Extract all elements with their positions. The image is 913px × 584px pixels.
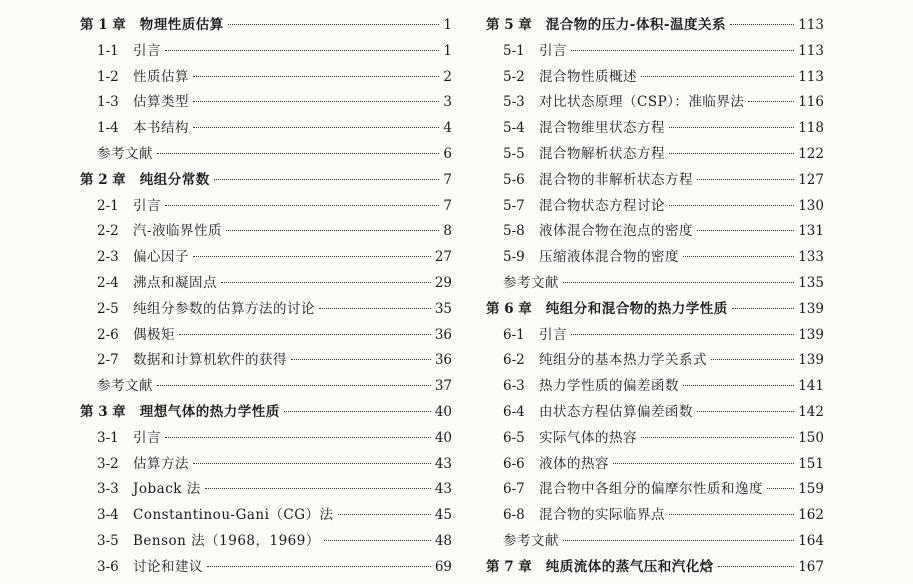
section-title: 混合物性质概述 [539,68,637,85]
dot-leader [165,205,439,206]
page-number: 43 [434,455,452,472]
section-number: 6-2 [503,352,525,369]
page-number: 113 [798,42,824,59]
section-number: 5-5 [503,145,525,162]
section-title: 对比状态原理（CSP）：准临界法 [539,94,745,111]
dot-leader [157,153,439,154]
page-number: 6 [443,145,452,162]
toc-section-entry [80,503,452,529]
section-title: 偏心因子 [133,249,189,266]
dot-leader [683,256,794,257]
section-number: 6-5 [503,429,525,446]
chapter-title: 物理性质估算 [139,17,224,33]
dot-leader [697,230,794,231]
section-number: 3-3 [97,481,119,498]
dot-leader [613,463,794,464]
section-title: 纯组分参数的估算方法的讨论 [133,300,315,317]
page-number: 37 [434,378,452,395]
page-number: 118 [798,120,824,137]
toc-section-entry [80,116,452,142]
dot-leader [207,566,431,567]
dot-leader [669,153,794,154]
dot-leader [165,437,431,438]
section-number: 2-5 [97,300,119,317]
section-number: 5-7 [503,197,525,214]
toc-section-entry [80,348,452,374]
chapter-number: 第 1 章 [80,17,126,33]
chapter-title: 纯质流体的蒸气压和汽化焓 [545,558,714,575]
page-number: 7 [443,171,452,188]
section-title: 偶极矩 [133,326,175,343]
dot-leader [193,101,439,102]
page-number: 139 [798,300,824,317]
toc-chapter-entry [80,13,452,39]
toc-section-entry [80,194,452,220]
section-number: 5-3 [503,94,525,111]
chapter-title: 纯组分常数 [139,171,210,188]
chapter-title: 混合物的压力-体积-温度关系 [545,17,727,33]
toc-section-entry [80,271,452,297]
section-number: 6-1 [503,326,525,343]
page-number: 4 [443,120,452,137]
dot-leader [669,127,794,128]
dot-leader [324,540,431,541]
section-number: 2-3 [97,249,119,266]
section-number: 2-4 [97,274,119,291]
dot-leader [669,205,794,206]
toc-section-entry [486,245,824,271]
ref-title: 参考文献 [97,145,153,162]
section-number: 3-5 [97,532,119,549]
section-number: 6-8 [503,507,525,524]
toc-ref-entry [80,142,452,168]
chapter-number: 第 7 章 [486,558,532,575]
page-number: 69 [434,558,452,575]
page-number: 150 [798,429,824,446]
section-title: 引言 [133,42,161,59]
section-title: 讨论和建议 [133,558,203,575]
toc-section-entry [80,323,452,349]
toc-section-entry [80,426,452,452]
page-number: 127 [798,171,824,188]
ref-title: 参考文献 [97,378,153,395]
page-number: 135 [798,274,824,291]
section-title: 汽-液临界性质 [133,223,223,240]
section-title: 混合物解析状态方程 [539,145,665,162]
dot-leader [228,24,440,25]
page-number: 40 [434,403,452,420]
dot-leader [179,334,431,335]
toc-section-entry [80,297,452,323]
dot-leader [697,411,794,412]
page-number: 36 [434,352,452,369]
dot-leader [193,127,439,128]
section-number: 5-2 [503,68,525,85]
page-number: 29 [434,274,452,291]
toc-chapter-entry [486,297,824,323]
section-number: 6-3 [503,378,525,395]
section-title: 沸点和凝固点 [133,274,217,291]
toc-section-entry [486,477,824,503]
chapter-number: 第 6 章 [486,300,532,317]
section-title: 液体的热容 [539,455,609,472]
toc-section-entry [80,452,452,478]
page-number: 40 [434,429,452,446]
toc-section-entry [486,142,824,168]
page-number: 151 [798,455,824,472]
page-number: 141 [798,378,824,395]
chapter-number: 第 3 章 [80,403,126,420]
page-number: 164 [798,532,824,549]
page-number: 159 [798,481,824,498]
ref-title: 参考文献 [503,274,559,291]
dot-leader [669,514,794,515]
dot-leader [641,437,794,438]
section-title: 由状态方程估算偏差函数 [539,403,693,420]
section-title: 混合物的实际临界点 [539,507,665,524]
toc-ref-entry [486,529,824,555]
page-number: 45 [434,507,452,524]
page-number: 116 [798,94,824,111]
ref-title: 参考文献 [503,532,559,549]
section-number: 6-7 [503,481,525,498]
dot-leader [732,308,794,309]
toc-chapter-entry [80,400,452,426]
toc-section-entry [486,116,824,142]
toc-section-entry [486,400,824,426]
page-number: 167 [798,558,824,575]
toc-section-entry [80,555,452,581]
toc-ref-entry [486,271,824,297]
section-title: 本书结构 [133,120,189,137]
dot-leader [214,179,440,180]
dot-leader [205,488,431,489]
section-title: 混合物维里状态方程 [539,120,665,137]
page-number: 142 [798,403,824,420]
chapter-title: 纯组分和混合物的热力学性质 [545,300,728,317]
dot-leader [641,76,794,77]
page-number: 43 [434,481,452,498]
dot-leader [193,256,431,257]
section-title: 混合物状态方程讨论 [539,197,665,214]
section-title: 估算方法 [133,455,189,472]
page-number: 139 [798,352,824,369]
section-number: 5-4 [503,120,525,137]
section-number: 5-6 [503,171,525,188]
section-title: 混合物的非解析状态方程 [539,171,693,188]
page-number: 113 [798,17,824,33]
dot-leader [697,179,794,180]
toc-section-entry [486,503,824,529]
dot-leader [571,334,794,335]
toc-section-entry [486,374,824,400]
section-number: 2-1 [97,197,119,214]
section-number: 5-8 [503,223,525,240]
section-number: 2-6 [97,326,119,343]
section-number: 2-2 [97,223,119,240]
toc-section-entry [486,323,824,349]
page-number: 36 [434,326,452,343]
toc-section-entry [80,90,452,116]
toc-section-entry [486,452,824,478]
toc-section-entry [486,65,824,91]
dot-leader [683,385,794,386]
toc-chapter-entry [486,555,824,581]
toc-section-entry [486,168,824,194]
toc-section-entry [80,219,452,245]
section-number: 3-1 [97,429,119,446]
dot-leader [563,540,794,541]
dot-leader [571,50,794,51]
toc-ref-entry [80,374,452,400]
section-title: 热力学性质的偏差函数 [539,378,679,395]
page-number: 8 [443,223,452,240]
section-title: 引言 [133,429,161,446]
toc-right-column [486,13,824,581]
dot-leader [284,411,431,412]
toc-section-entry [80,245,452,271]
page-number: 133 [798,249,824,266]
section-title: Joback 法 [133,481,201,498]
section-title: 数据和计算机软件的获得 [133,352,287,369]
toc-section-entry [80,529,452,555]
toc-chapter-entry [486,13,824,39]
section-title: Constantinou-Gani（CG）法 [133,507,334,524]
page-number: 27 [434,249,452,266]
page-number: 35 [434,300,452,317]
toc-section-entry [486,194,824,220]
toc-section-entry [486,426,824,452]
section-number: 1-3 [97,94,119,111]
chapter-number: 第 5 章 [486,17,532,33]
section-number: 2-7 [97,352,119,369]
page-number: 3 [443,94,452,111]
section-number: 5-9 [503,249,525,266]
toc-left-column [80,13,452,581]
page-number: 139 [798,326,824,343]
toc-section-entry [80,65,452,91]
dot-leader [718,566,794,567]
section-title: 压缩液体混合物的密度 [539,249,679,266]
section-title: 引言 [133,197,161,214]
section-number: 1-1 [97,42,119,59]
toc-section-entry [486,219,824,245]
section-title: 实际气体的热容 [539,429,637,446]
toc-section-entry [486,348,824,374]
section-number: 5-1 [503,42,525,59]
chapter-number: 第 2 章 [80,171,126,188]
dot-leader [157,385,431,386]
dot-leader [563,282,794,283]
page-number: 122 [798,145,824,162]
section-number: 6-4 [503,403,525,420]
toc-section-entry [80,477,452,503]
page-number: 2 [443,68,452,85]
page-number: 1 [443,42,452,59]
page-number: 1 [443,17,452,33]
chapter-title: 理想气体的热力学性质 [139,403,280,420]
page-number: 48 [434,532,452,549]
dot-leader [711,359,794,360]
section-title: 估算类型 [133,94,189,111]
dot-leader [291,359,431,360]
toc-chapter-entry [80,168,452,194]
page-number: 162 [798,507,824,524]
toc-section-entry [486,90,824,116]
section-number: 1-2 [97,68,119,85]
dot-leader [221,282,431,283]
page-number: 130 [798,197,824,214]
dot-leader [165,50,439,51]
section-number: 3-4 [97,507,119,524]
section-title: 混合物中各组分的偏摩尔性质和逸度 [539,481,763,498]
section-number: 1-4 [97,120,119,137]
section-number: 3-6 [97,558,119,575]
section-title: 引言 [539,42,567,59]
dot-leader [319,308,431,309]
dot-leader [748,101,794,102]
toc-section-entry [486,39,824,65]
dot-leader [226,230,439,231]
dot-leader [730,24,794,25]
dot-leader [193,76,439,77]
section-number: 3-2 [97,455,119,472]
page-number: 131 [798,223,824,240]
section-title: 引言 [539,326,567,343]
page-number: 7 [443,197,452,214]
section-number: 6-6 [503,455,525,472]
dot-leader [193,463,431,464]
section-title: 性质估算 [133,68,189,85]
page-number: 113 [798,68,824,85]
section-title: 纯组分的基本热力学关系式 [539,352,707,369]
section-title: Benson 法（1968，1969） [133,532,320,549]
toc-section-entry [80,39,452,65]
section-title: 液体混合物在泡点的密度 [539,223,693,240]
dot-leader [338,514,431,515]
dot-leader [767,488,794,489]
